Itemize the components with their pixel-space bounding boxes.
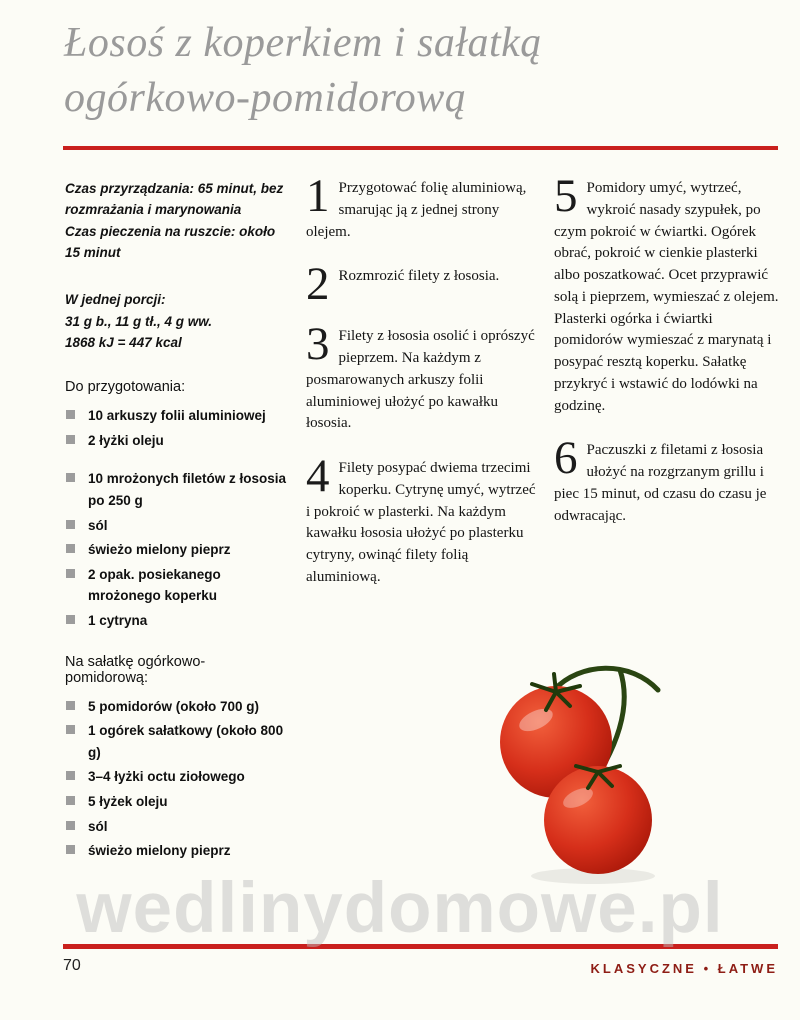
bullet-square-icon [66, 435, 75, 444]
step-number: 4 [306, 450, 330, 502]
ingredient-item [65, 515, 287, 537]
ingredient-text: 5 pomidorów (około 700 g) [88, 698, 260, 714]
ingredient-text: 1 cytryna [88, 613, 148, 629]
recipe-step-5 [554, 170, 782, 417]
ingredient-text: 2 opak. posiekanego mrożonego koperku [88, 566, 221, 604]
ingredient-text: świeżo mielony pieprz [88, 843, 231, 859]
portion-energy: 1868 kJ = 447 kcal [65, 334, 182, 350]
ingredient-item [65, 610, 287, 632]
page-title [64, 16, 542, 127]
bullet-square-icon [66, 615, 75, 624]
portion-heading: W jednej porcji: [65, 292, 166, 308]
ingredient-text: 1 ogórek sałatkowy (około 800 g) [88, 723, 284, 760]
ingredient-item [65, 564, 287, 607]
ingredient-text: 10 mrożonych filetów z łososia po 250 g [88, 471, 287, 509]
ingredient-text: 2 łyżki oleju [88, 432, 164, 448]
step-number: 3 [306, 318, 330, 371]
bullet-square-icon [66, 845, 75, 854]
prep-list-heading: Do przygotowania: [65, 379, 186, 396]
tomatoes-photo [488, 648, 683, 888]
top-divider [63, 146, 778, 150]
bullet-square-icon [66, 569, 75, 578]
ingredient-text: sól [88, 818, 108, 834]
title-line-1: Łosoś z koperkiem i sałatką [64, 20, 542, 66]
recipe-step-4 [306, 450, 538, 589]
bullet-square-icon [66, 473, 75, 482]
step-number: 5 [554, 170, 578, 222]
ingredient-item [65, 696, 287, 718]
ingredient-item [65, 468, 287, 511]
prep-list-group1 [65, 405, 287, 451]
bullet-square-icon [66, 725, 75, 734]
ingredient-item [65, 766, 287, 788]
steps-column-2 [554, 170, 782, 550]
ingredient-item [65, 405, 287, 427]
recipe-step-2 [306, 258, 538, 311]
step-text: Przygotować folię aluminiową, smarując ją z jednej strony olejem. [306, 180, 527, 240]
step-text: Paczuszki z filetami z łososia ułożyć na rozgrzanym grillu i piec 15 minut, od czasu do czasu je odwracając. [554, 442, 767, 524]
ingredient-item [65, 791, 287, 813]
bullet-square-icon [66, 821, 75, 830]
watermark-text: wedlinydomowe.pl [76, 869, 724, 948]
ingredient-item [65, 539, 287, 561]
ingredient-text: 10 arkuszy folii aluminiowej [88, 408, 266, 424]
prep-time-text: Czas przyrządzania: 65 minut, bez rozmrażania i marynowania [65, 181, 284, 218]
grill-time-text: Czas pieczenia na ruszcie: około 15 minut [65, 223, 276, 260]
ingredient-item [65, 720, 287, 763]
category-label: KLASYCZNE • ŁATWE [590, 961, 778, 976]
bullet-square-icon [66, 410, 75, 419]
ingredients-column [65, 178, 287, 879]
step-text: Pomidory umyć, wytrzeć, wykroić nasady szypułek, po czym pokroić w ćwiartki. Ogórek obrać, pokroić w cienkie plasterki albo poszatkować. Ocet przyprawić solą i pieprzem, wymieszać z olejem. Plasterki ogórka i ćwiartki pomidorów wymieszać z marynatą i posypać resztą koperku. Sałatkę przykryć i wstawić do lodówki na godzinę. [554, 180, 779, 414]
steps-column-1 [306, 170, 538, 612]
bullet-square-icon [66, 520, 75, 529]
step-number: 6 [554, 432, 578, 485]
bullet-square-icon [66, 544, 75, 553]
ingredient-item [65, 430, 287, 452]
ingredient-item [65, 816, 287, 838]
step-text: Rozmrozić filety z łososia. [338, 268, 500, 285]
recipe-step-1 [306, 170, 538, 243]
salad-list [65, 696, 287, 862]
ingredient-item [65, 840, 287, 862]
prep-list-group2 [65, 468, 287, 631]
title-line-2: ogórkowo-pomidorową [64, 75, 467, 122]
recipe-step-6 [554, 432, 782, 527]
nutrition-block [65, 289, 287, 353]
bullet-square-icon [66, 701, 75, 710]
page-number: 70 [63, 957, 81, 974]
bullet-square-icon [66, 796, 75, 805]
ingredient-text: 5 łyżek oleju [88, 794, 168, 810]
step-number: 1 [306, 170, 330, 222]
bullet-square-icon [66, 771, 75, 780]
ingredient-text: 3–4 łyżki octu ziołowego [88, 769, 245, 785]
step-number: 2 [306, 258, 330, 311]
ingredient-text: sól [88, 517, 108, 533]
portion-macros: 31 g b., 11 g tł., 4 g ww. [65, 313, 213, 329]
salad-list-heading: Na sałatkę ogórkowo-pomidorową: [65, 653, 206, 686]
recipe-step-3 [306, 318, 538, 435]
ingredient-text: świeżo mielony pieprz [88, 542, 231, 558]
step-text: Filety z łososia osolić i oprószyć pieprzem. Na każdym z posmarowanych arkuszy folii aluminiowej ułożyć po kawałku łososia. [306, 328, 535, 432]
step-text: Filety posypać dwiema trzecimi koperku. Cytrynę umyć, wytrzeć i pokroić w plasterki. Na każdym kawałku łososia ułożyć po plasterku cytryny, owinąć filety folią aluminiową. [306, 460, 536, 585]
bottom-divider [63, 944, 778, 949]
